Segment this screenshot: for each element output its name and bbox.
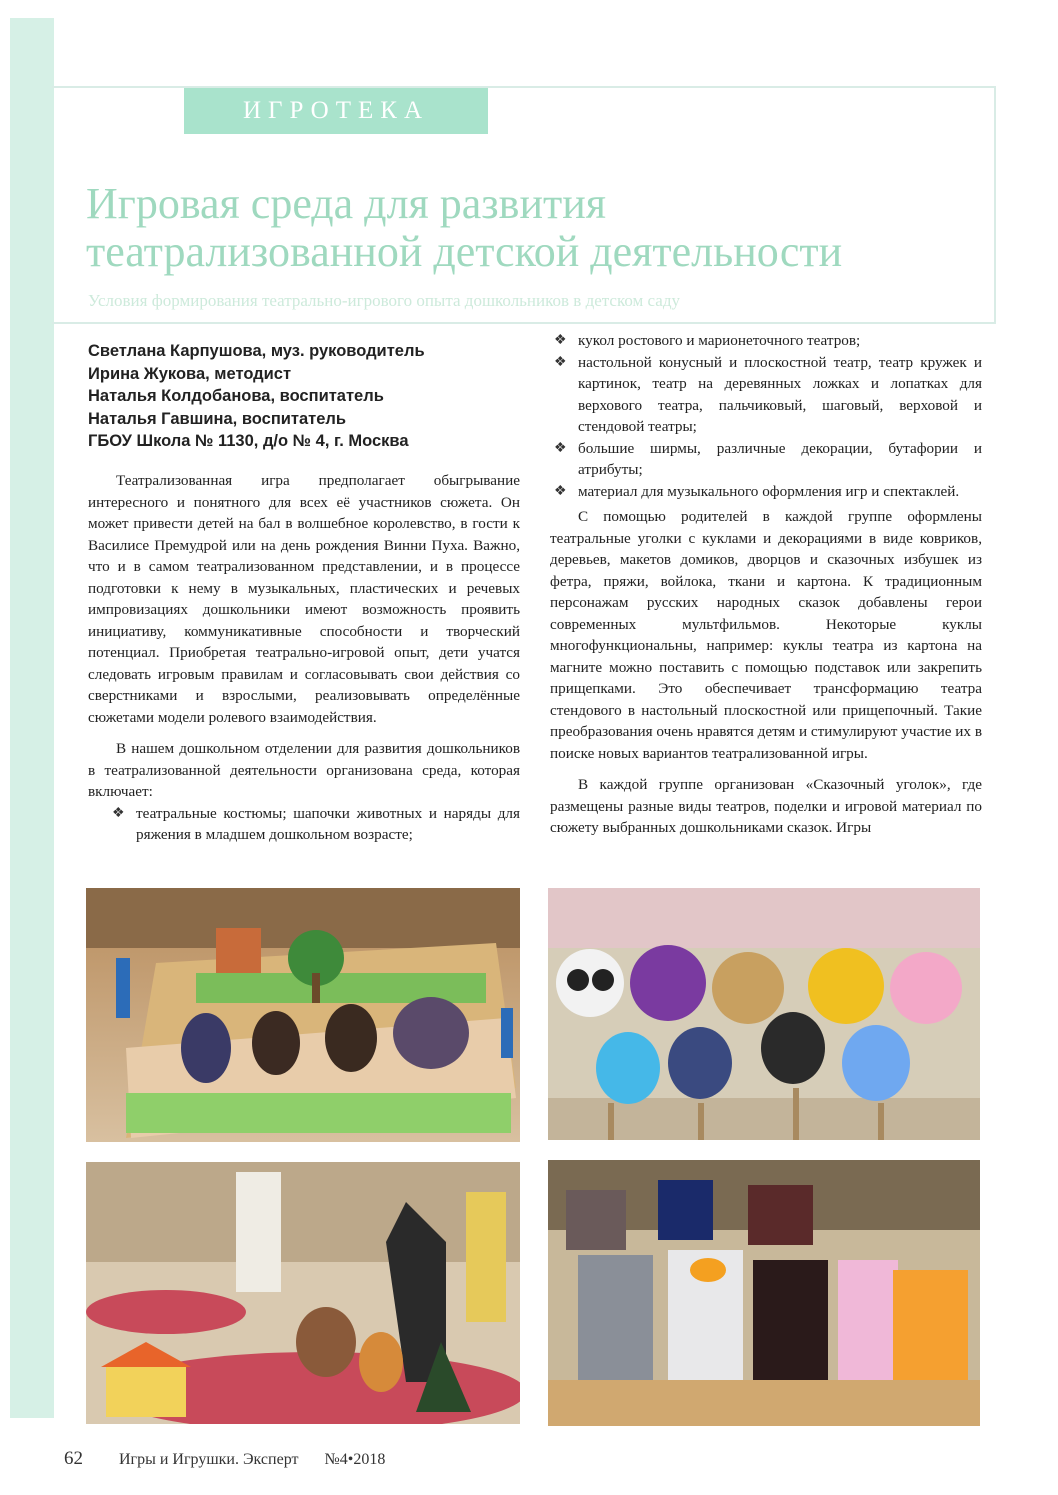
body-column-left	[88, 470, 520, 846]
glove-puppets-photo	[548, 1160, 980, 1426]
authors-block	[88, 340, 528, 453]
body-paragraph: Театрализованная игра предполагает обыгрывание интересного и понятного для всех её участников сюжета. Он может привести детей на бал в волшебное королевство, в гости к Василисе Премудрой или на день рождения Винни Пуха. Важно, что и в самом театрализованном представлении, и в процессе подготовки к нему в музыкальных, пластических и речевых импровизациях дошкольники имеют возможность проявить инициативу, коммуникативные способности и творческий потенциал. Приобретая театрально-игровой опыт, дети учатся следовать игровым правилам и согласовывать свои действия со сверстниками и взрослыми, реализовывать определённые сюжетами модели ролевого взаимодействия.	[88, 472, 520, 726]
body-paragraph: С помощью родителей в каждой группе оформлены театральные уголки с куклами и декорациями в виде ковриков, деревьев, макетов домиков, дворцов и сказочных избушек из фетра, пряжи, войлока, ткани и картона. К традиционным персонажам русских народных сказок добавлены герои современных мультфильмов. Некоторые куклы многофункциональны, например: куклы театра из картона на магните можно поставить с помощью подставок или закрепить прищепками. Это обеспечивает трансформацию театра стендового в настольный плоскостной или прищепочный. Такие преобразования очень нравятся детям и стимулируют участие их в поиске новых вариантов театрализованной игры.	[550, 508, 982, 762]
decorative-sidebar	[10, 18, 54, 1418]
bullet-icon: ❖	[554, 333, 567, 348]
bullet-list	[108, 803, 520, 846]
finger-puppets-photo	[548, 888, 980, 1140]
list-item-text: кукол ростового и марионеточного театров;	[578, 332, 861, 349]
bullet-icon: ❖	[554, 440, 567, 456]
list-item	[550, 352, 982, 438]
body-paragraph: В нашем дошкольном отделении для развития дошкольников в театрализованной деятельности организована среда, которая включает:	[88, 740, 520, 800]
list-item-text: большие ширмы, различные декорации, бутафории и атрибуты;	[578, 439, 982, 478]
issue-number: №4•2018	[324, 1451, 386, 1468]
author-line: Наталья Колдобанова, воспитатель	[88, 387, 384, 405]
article-title-line-1: Игровая среда для развития	[86, 179, 607, 228]
author-affiliation: ГБОУ Школа № 1130, д/о № 4, г. Москва	[88, 432, 409, 450]
bullet-list	[550, 330, 982, 502]
bullet-icon: ❖	[554, 483, 567, 499]
list-item	[550, 481, 982, 503]
rubric-label: ИГРОТЕКА	[184, 88, 488, 134]
list-item-text: настольной конусный и плоскостной театр, театр кружек и картинок, театр на деревянных ложках и лопатках для верхового театра, пальчиковый, шаговый, верховой и стендовой театры;	[578, 353, 982, 435]
list-item	[550, 330, 982, 352]
table-theatre-photo	[86, 888, 520, 1142]
article-title-line-2: театрализованной детской деятельности	[86, 227, 843, 276]
list-item	[108, 803, 520, 846]
page-footer	[64, 1448, 664, 1472]
article-subtitle: Условия формирования театрально-игрового опыта дошкольников в детском саду	[88, 291, 680, 310]
fairy-corner-photo	[86, 1162, 520, 1424]
page-number: 62	[64, 1448, 83, 1469]
body-column-right	[550, 330, 982, 839]
author-line: Ирина Жукова, методист	[88, 364, 292, 383]
author-line: Наталья Гавшина, воспитатель	[88, 409, 347, 428]
article-title	[86, 180, 1026, 276]
list-item-text: материал для музыкального оформления игр и спектаклей.	[578, 482, 960, 500]
body-paragraph: В каждой группе организован «Сказочный уголок», где размещены разные виды театров, поделки и игровой материал по сюжету выбранных дошкольниками сказок. Игры	[550, 776, 982, 836]
list-item-text: театральные костюмы; шапочки животных и наряды для ряжения в младшем дошкольном возрасте;	[136, 804, 520, 843]
author-line: Светлана Карпушова, муз. руководитель	[88, 342, 425, 360]
bullet-icon: ❖	[554, 354, 567, 370]
magazine-name: Игры и Игрушки. Эксперт	[119, 1451, 299, 1468]
list-item	[550, 438, 982, 481]
bullet-icon: ❖	[112, 805, 125, 821]
